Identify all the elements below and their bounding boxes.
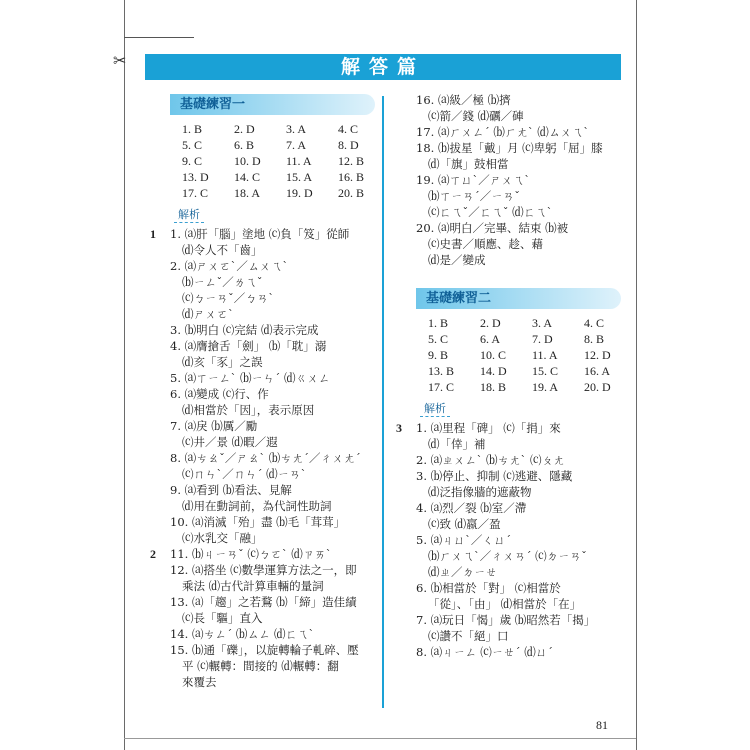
answer-item: 12. D	[584, 348, 611, 362]
page-marker: 3	[396, 421, 402, 435]
answer-item: 2. D	[480, 316, 501, 330]
explain-line: ⒞長「驅」直入	[182, 611, 263, 625]
explain-line: 19. ⒜ㄒㄩˋ／ㄕㄨㄟˋ	[416, 173, 530, 187]
explain-line: ⒞ㄅㄧㄢˇ／ㄅㄢˋ	[182, 291, 274, 305]
explanation-label: 解析	[420, 401, 450, 417]
answer-item: 7. A	[286, 138, 307, 152]
answer-item: 10. D	[234, 154, 261, 168]
answer-item: 19. D	[286, 186, 313, 200]
right-column	[396, 92, 621, 660]
explain-line: 18. ⒝拔星「戴」月 ⒞卑躬「屈」膝	[416, 141, 603, 155]
explain-line: 4. ⒜烈／裂 ⒝室／滯	[416, 501, 527, 515]
explain-line: 5. ⒜ㄒㄧㄥˋ ⒝ㄧㄣˊ ⒟ㄍㄨㄥ	[170, 371, 330, 385]
explain-line: ⒟用在動詞前，為代詞性助詞	[182, 499, 332, 513]
explain-line: 3. ⒝停止、抑制 ⒞逃避、隱藏	[416, 469, 573, 483]
explain-line: ⒝ㄏㄨㄟˋ／ㄔㄨㄢˊ ⒞ㄉㄧㄢˇ	[428, 549, 587, 563]
explain-line: ⒟亥「豕」之誤	[182, 355, 263, 369]
answer-item: 5. C	[428, 332, 449, 346]
explain-line: ⒟令人不「齒」	[182, 243, 263, 257]
explain-line: 6. ⒜變成 ⒞行、作	[170, 387, 269, 401]
section-heading-basic-2: 基礎練習二	[416, 288, 621, 309]
answer-item: 18. B	[480, 380, 507, 394]
explain-line: ⒞ㄈㄟˇ／ㄈㄟˇ ⒟ㄈㄟˋ	[428, 205, 553, 219]
explain-line: ⒟「旗」鼓相當	[428, 157, 509, 171]
explain-line: 4. ⒜膺搶舌「劍」 ⒝「耽」溺	[170, 339, 327, 353]
answer-item: 12. B	[338, 154, 365, 168]
explain-line: ⒞史書／順應、趁、藉	[428, 237, 543, 251]
explain-line: 8. ⒜ㄐㄧㄥ ⒞ㄧㄝˊ ⒟ㄩˊ	[416, 645, 553, 659]
right-page-edge-line	[636, 0, 637, 750]
answer-item: 1. B	[428, 316, 449, 330]
explain-line: 6. ⒝相當於「對」 ⒞相當於	[416, 581, 561, 595]
answer-item: 19. A	[532, 380, 559, 394]
explain-line: ⒞箭／錢 ⒟礪／硨	[428, 109, 524, 123]
explain-line: ⒞ㄇㄣˋ／ㄇㄣˊ ⒟ㄧㄢˋ	[182, 467, 307, 481]
answer-item: 13. B	[428, 364, 455, 378]
answer-item: 8. D	[338, 138, 359, 152]
explain-line: 乘法 ⒟古代計算車輛的量詞	[182, 579, 324, 593]
continued-explanations	[416, 92, 621, 268]
explain-line: 16. ⒜級／極 ⒝擠	[416, 93, 511, 107]
answer-item: 3. A	[286, 122, 307, 136]
answer-item: 14. C	[234, 170, 261, 184]
explain-line: 13. ⒜「趨」之若鶩 ⒝「締」造佳績	[170, 595, 357, 609]
explain-line: ⒞水乳交「融」	[182, 531, 263, 545]
explain-line: ⒞井／景 ⒟暇／遐	[182, 435, 278, 449]
answer-grid-2	[428, 315, 621, 395]
answer-item: 9. B	[428, 348, 449, 362]
answer-item: 20. B	[338, 186, 365, 200]
explain-line: ⒟是／變成	[428, 253, 486, 267]
answer-item: 11. A	[532, 348, 558, 362]
left-page-edge-line	[124, 0, 125, 750]
page-marker: 1	[150, 227, 156, 241]
answer-item: 15. C	[532, 364, 559, 378]
explain-line: 12. ⒜搭坐 ⒞數學運算方法之一，即	[170, 563, 357, 577]
explain-line: 7. ⒜玩日「愒」歲 ⒝昭然若「揭」	[416, 613, 596, 627]
explain-line: 「從」、「由」 ⒟相當於「在」	[428, 597, 582, 611]
answer-item: 16. A	[584, 364, 611, 378]
explain-line: 2. ⒜ㄕㄨㄛˋ／ㄙㄨㄟˋ	[170, 259, 289, 273]
answer-item: 11. A	[286, 154, 312, 168]
answer-item: 5. C	[182, 138, 203, 152]
explain-line: ⒟相當於「因」，表示原因	[182, 403, 315, 417]
answer-item: 2. D	[234, 122, 255, 136]
explain-line: ⒟ㄕㄨㄛˋ	[182, 307, 234, 321]
answer-item: 3. A	[532, 316, 553, 330]
explain-line: 2. ⒜ㄓㄨㄥˋ ⒝ㄘㄤˋ ⒞ㄆㄤ	[416, 453, 565, 467]
explain-line: 來覆去	[182, 675, 217, 689]
explain-line: 11. ⒝ㄐㄧㄢˇ ⒞ㄅㄛˋ ⒟ㄗㄞˋ	[170, 547, 332, 561]
explain-line: ⒟泛指像牆的遮蔽物	[428, 485, 532, 499]
explain-line: 8. ⒜ㄘㄠˇ／ㄕㄠˋ ⒝ㄘㄤˊ／ㄔㄨㄤˊ	[170, 451, 361, 465]
explain-line: 20. ⒜明白／完畢、結束 ⒝被	[416, 221, 569, 235]
explain-line: ⒝ㄒㄧㄢˊ／ㄧㄢˇ	[428, 189, 520, 203]
explain-line: 17. ⒜ㄏㄨㄥˊ ⒝ㄏㄤˋ ⒟ㄙㄨㄟˋ	[416, 125, 590, 139]
answer-item: 9. C	[182, 154, 203, 168]
explain-line: 7. ⒜戾 ⒝厲／勵	[170, 419, 258, 433]
answer-item: 14. D	[480, 364, 507, 378]
explain-line: ⒟ㄓ／ㄉㄧㄝ	[428, 565, 497, 579]
answer-item: 1. B	[182, 122, 203, 136]
page-title: 解答篇	[145, 54, 621, 80]
section-heading-basic-1: 基礎練習一	[170, 94, 375, 115]
page-number: 81	[596, 718, 608, 732]
answer-item: 17. C	[182, 186, 209, 200]
explain-line: 14. ⒜ㄘㄥˊ ⒝ㄙㄥ ⒟ㄈㄟˋ	[170, 627, 315, 641]
crop-mark-bottom	[124, 738, 636, 739]
explain-line: 5. ⒜ㄐㄩˋ／ㄑㄩˊ	[416, 533, 512, 547]
answer-grid-1	[182, 121, 375, 201]
explain-line: 10. ⒜消滅「殆」盡 ⒝毛「茸茸」	[170, 515, 346, 529]
answer-item: 8. B	[584, 332, 605, 346]
explain-line: ⒟「倖」補	[428, 437, 486, 451]
answer-item: 4. C	[338, 122, 359, 136]
answer-item: 15. A	[286, 170, 313, 184]
explanation-label: 解析	[174, 207, 204, 223]
answer-item: 7. D	[532, 332, 553, 346]
page-marker: 2	[150, 547, 156, 561]
crop-mark-top	[124, 37, 194, 38]
answer-item: 4. C	[584, 316, 605, 330]
answer-item: 6. A	[480, 332, 501, 346]
answer-item: 18. A	[234, 186, 261, 200]
explain-line: 1. ⒜里程「碑」 ⒞「捐」來	[416, 421, 561, 435]
explain-line: 1. ⒜肝「腦」塗地 ⒞負「笈」從師	[170, 227, 350, 241]
explain-line: ⒞致 ⒟嬴／盈	[428, 517, 501, 531]
explain-line: 9. ⒜看到 ⒝看法、見解	[170, 483, 292, 497]
explanation-block-2	[396, 420, 621, 660]
answer-item: 17. C	[428, 380, 455, 394]
answer-item: 6. B	[234, 138, 255, 152]
explain-line: 3. ⒝明白 ⒞完結 ⒟表示完成	[170, 323, 319, 337]
explain-line: 15. ⒝通「礫」，以旋轉輪子軋碎、壓	[170, 643, 359, 657]
answer-item: 16. B	[338, 170, 365, 184]
explain-line: 平 ⒞輾轉：間接的 ⒟輾轉：翻	[182, 659, 339, 673]
explain-line: ⒞讚不「絕」口	[428, 629, 509, 643]
left-column	[150, 94, 375, 690]
explanation-block-1	[150, 226, 375, 690]
explain-line: ⒝ㄧㄥˇ／ㄌㄟˇ	[182, 275, 263, 289]
scissors-icon: ✂	[113, 51, 127, 70]
answer-item: 13. D	[182, 170, 209, 184]
answer-item: 10. C	[480, 348, 507, 362]
answer-item: 20. D	[584, 380, 611, 394]
